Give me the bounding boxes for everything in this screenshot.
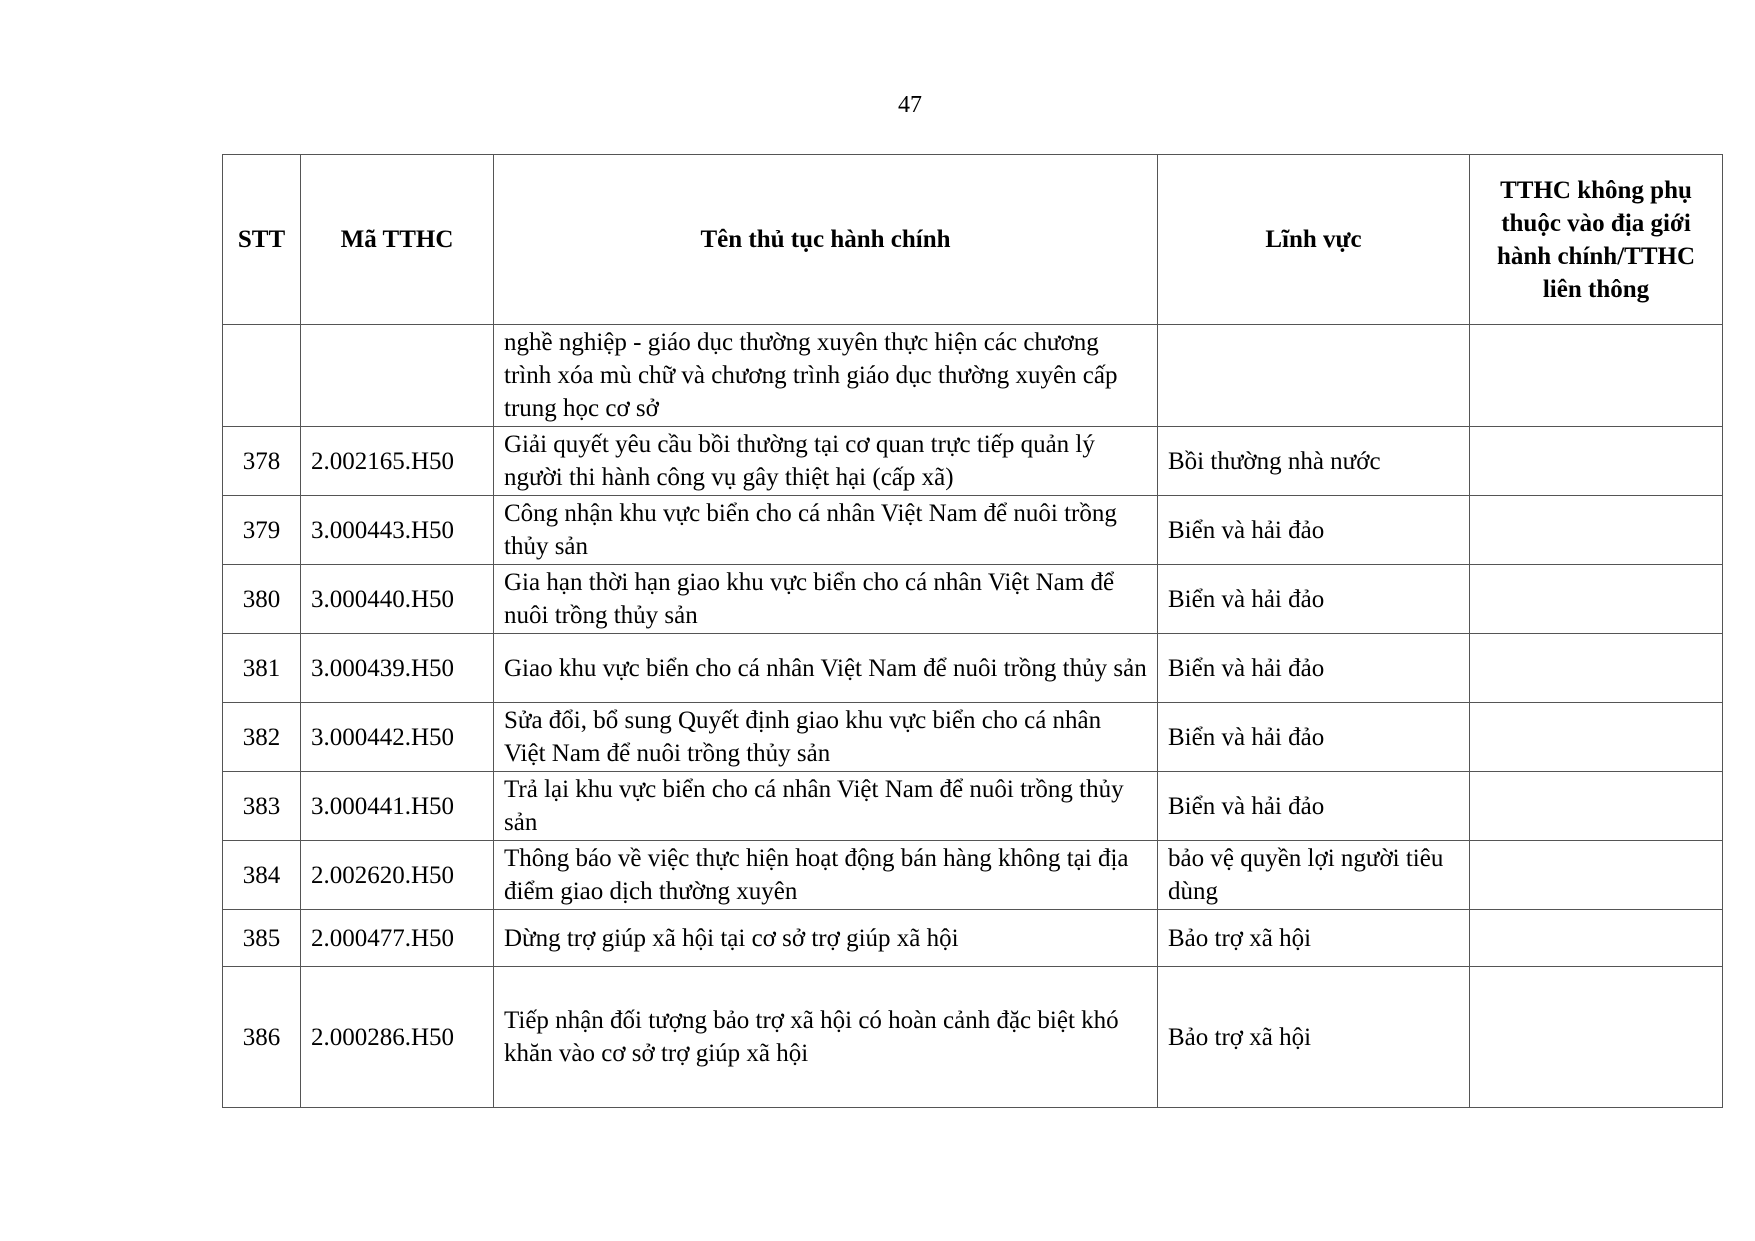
table-row <box>223 841 1723 910</box>
cell-field: Bảo trợ xã hội <box>1158 967 1470 1108</box>
cell-note <box>1470 325 1723 427</box>
cell-stt: 386 <box>223 967 301 1108</box>
cell-name: Trả lại khu vực biển cho cá nhân Việt Nam để nuôi trồng thủy sản <box>494 772 1158 841</box>
cell-name: Giải quyết yêu cầu bồi thường tại cơ quan trực tiếp quản lý người thi hành công vụ gây thiệt hại (cấp xã) <box>494 427 1158 496</box>
cell-code: 2.002165.H50 <box>301 427 494 496</box>
cell-stt: 379 <box>223 496 301 565</box>
cell-name: Sửa đổi, bổ sung Quyết định giao khu vực biển cho cá nhân Việt Nam để nuôi trồng thủy sản <box>494 703 1158 772</box>
table-row <box>223 910 1723 967</box>
cell-code: 3.000443.H50 <box>301 496 494 565</box>
cell-note <box>1470 427 1723 496</box>
header-stt: STT <box>223 155 301 325</box>
cell-stt <box>223 325 301 427</box>
procedures-table <box>222 154 1723 1108</box>
cell-code: 3.000439.H50 <box>301 634 494 703</box>
table-row <box>223 772 1723 841</box>
cell-note <box>1470 772 1723 841</box>
cell-field: Biển và hải đảo <box>1158 772 1470 841</box>
cell-note <box>1470 910 1723 967</box>
cell-stt: 380 <box>223 565 301 634</box>
cell-stt: 384 <box>223 841 301 910</box>
cell-code: 2.000286.H50 <box>301 967 494 1108</box>
cell-code <box>301 325 494 427</box>
table-row <box>223 496 1723 565</box>
cell-field: Biển và hải đảo <box>1158 703 1470 772</box>
cell-note <box>1470 634 1723 703</box>
cell-code: 2.000477.H50 <box>301 910 494 967</box>
cell-note <box>1470 841 1723 910</box>
cell-code: 2.002620.H50 <box>301 841 494 910</box>
header-note: TTHC không phụ thuộc vào địa giới hành chính/TTHC liên thông <box>1470 155 1723 325</box>
cell-stt: 383 <box>223 772 301 841</box>
table-row <box>223 427 1723 496</box>
cell-field <box>1158 325 1470 427</box>
cell-stt: 382 <box>223 703 301 772</box>
cell-note <box>1470 967 1723 1108</box>
cell-name: Gia hạn thời hạn giao khu vực biển cho cá nhân Việt Nam để nuôi trồng thủy sản <box>494 565 1158 634</box>
cell-field: Biển và hải đảo <box>1158 565 1470 634</box>
cell-stt: 378 <box>223 427 301 496</box>
cell-stt: 385 <box>223 910 301 967</box>
cell-stt: 381 <box>223 634 301 703</box>
cell-note <box>1470 496 1723 565</box>
cell-code: 3.000441.H50 <box>301 772 494 841</box>
cell-name: nghề nghiệp - giáo dục thường xuyên thực hiện các chương trình xóa mù chữ và chương trình giáo dục thường xuyên cấp trung học cơ sở <box>494 325 1158 427</box>
header-code: Mã TTHC <box>301 155 494 325</box>
table-header-row <box>223 155 1723 325</box>
cell-note <box>1470 703 1723 772</box>
cell-name: Tiếp nhận đối tượng bảo trợ xã hội có hoàn cảnh đặc biệt khó khăn vào cơ sở trợ giúp xã hội <box>494 967 1158 1108</box>
cell-field: Bồi thường nhà nước <box>1158 427 1470 496</box>
cell-note <box>1470 565 1723 634</box>
table-row <box>223 703 1723 772</box>
table-row <box>223 967 1723 1108</box>
page-number: 47 <box>898 92 922 118</box>
cell-field: bảo vệ quyền lợi người tiêu dùng <box>1158 841 1470 910</box>
cell-field: Biển và hải đảo <box>1158 634 1470 703</box>
cell-name: Công nhận khu vực biển cho cá nhân Việt Nam để nuôi trồng thủy sản <box>494 496 1158 565</box>
cell-field: Bảo trợ xã hội <box>1158 910 1470 967</box>
table-row <box>223 634 1723 703</box>
cell-name: Thông báo về việc thực hiện hoạt động bán hàng không tại địa điểm giao dịch thường xuyên <box>494 841 1158 910</box>
cell-name: Giao khu vực biển cho cá nhân Việt Nam để nuôi trồng thủy sản <box>494 634 1158 703</box>
header-name: Tên thủ tục hành chính <box>494 155 1158 325</box>
table-row <box>223 325 1723 427</box>
cell-field: Biển và hải đảo <box>1158 496 1470 565</box>
table-row <box>223 565 1723 634</box>
header-field: Lĩnh vực <box>1158 155 1470 325</box>
cell-name: Dừng trợ giúp xã hội tại cơ sở trợ giúp xã hội <box>494 910 1158 967</box>
cell-code: 3.000440.H50 <box>301 565 494 634</box>
cell-code: 3.000442.H50 <box>301 703 494 772</box>
